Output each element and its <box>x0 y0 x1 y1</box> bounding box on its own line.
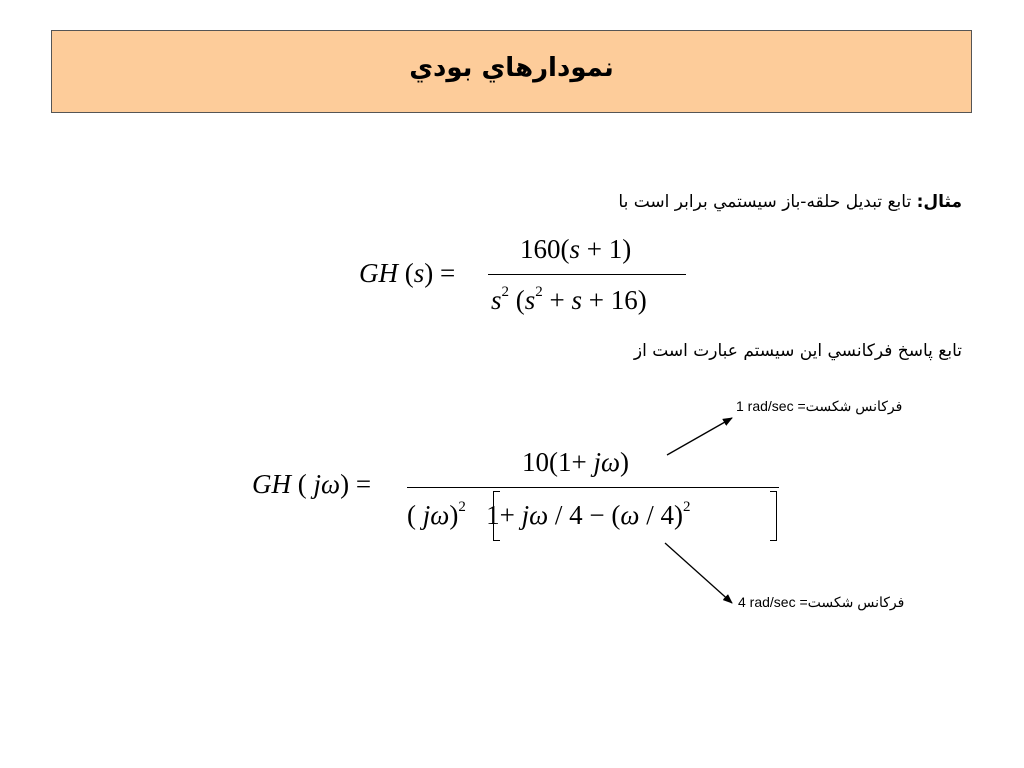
break-frequency-annotation-2: 4 rad/sec =فركانس شكست <box>738 594 905 610</box>
arrow-to-break-frequency-2 <box>665 543 732 603</box>
equation2-left-bracket <box>493 491 500 541</box>
equation2-numerator: 10(1+ jω) <box>522 447 630 477</box>
equation1-denominator: $s^2$ $(s^2 + s + 16)$ <box>491 284 647 315</box>
frequency-response-line: تابع پاسخ فركانسي اين سيستم عبارت است از <box>633 341 962 361</box>
arrow-to-break-frequency-1 <box>667 418 732 455</box>
slide-title-box <box>51 30 972 113</box>
example-label: مثال: <box>916 192 962 212</box>
equation2-lhs: GH ( jω) = <box>252 469 372 499</box>
equation1-numerator: 160(s + 1) <box>520 234 632 264</box>
break-frequency-annotation-1: 1 rad/sec =فركانس شكست <box>736 398 903 414</box>
equation2-right-bracket <box>770 491 777 541</box>
equation1-fraction-bar <box>488 274 686 275</box>
example-text: تابع تبديل حلقه-باز سيستمي برابر است با <box>618 192 917 212</box>
equation2-denominator: ( jω)$^2$ 1+ jω / 4 − (ω / 4)$^2$ <box>407 499 691 530</box>
slide-title: نمودارهاي بودي <box>409 52 614 83</box>
equation2-fraction-bar <box>407 487 779 488</box>
example-line <box>618 192 962 212</box>
equation1-lhs: GH (s) = <box>359 258 456 288</box>
